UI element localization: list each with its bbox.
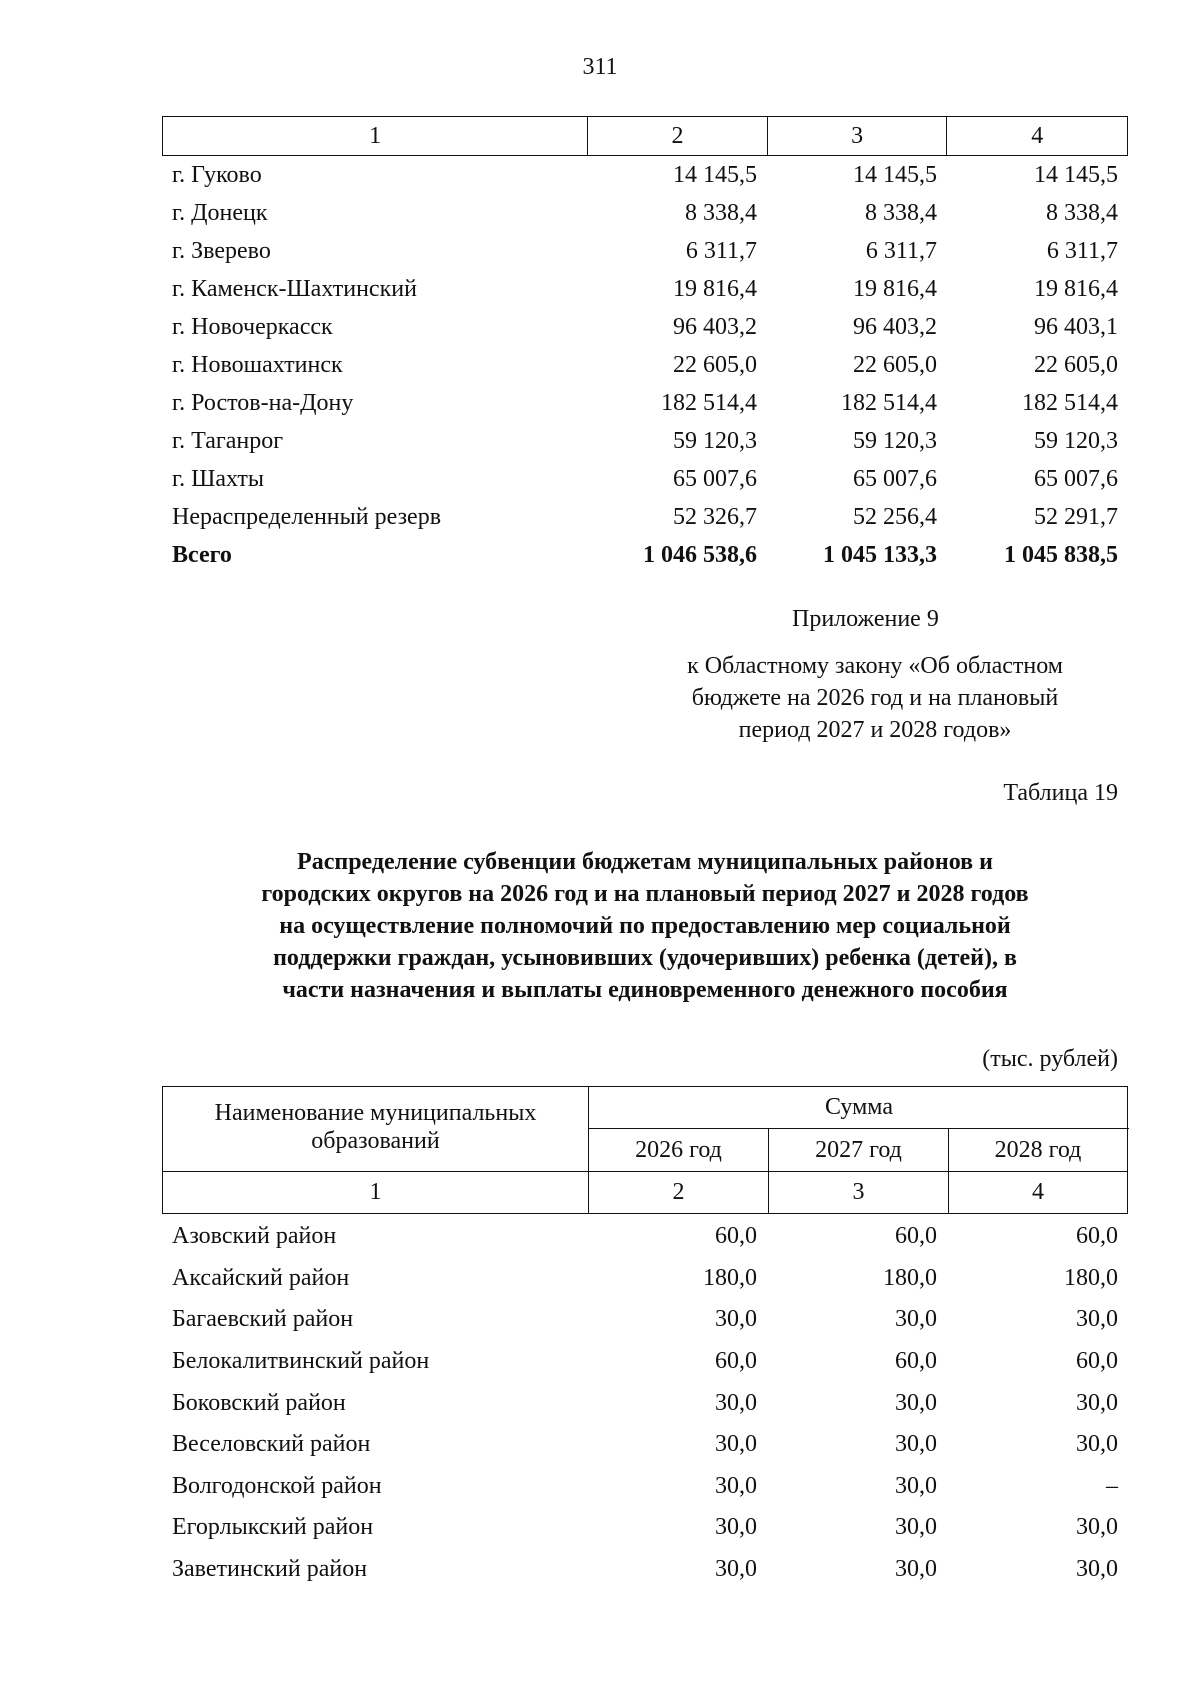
value-2028: 65 007,6: [1034, 465, 1118, 492]
header-municipality: [163, 1087, 588, 1171]
units-label: (тыс. рублей): [982, 1046, 1118, 1072]
appendix-title: Приложение 9: [792, 606, 939, 632]
value-2026: 19 816,4: [673, 275, 757, 302]
table-header: [162, 1086, 1128, 1214]
value-2027: 65 007,6: [853, 465, 937, 492]
value-2026: 30,0: [715, 1306, 757, 1333]
value-2028: 30,0: [1076, 1514, 1118, 1541]
municipality-name: г. Таганрог: [172, 427, 284, 454]
table-row: [162, 1382, 1128, 1424]
value-2028: 182 514,4: [1022, 389, 1118, 416]
table-continuation: [162, 116, 1128, 574]
value-2028: 8 338,4: [1046, 199, 1118, 226]
value-2028: 60,0: [1076, 1348, 1118, 1375]
municipality-name: г. Новочеркасск: [172, 313, 333, 340]
table-row: [162, 1216, 1128, 1258]
value-2027: 182 514,4: [841, 389, 937, 416]
value-2027: 30,0: [895, 1472, 937, 1499]
title-line: части назначения и выплаты единовременного денежного пособия: [282, 977, 1008, 1003]
title-line: поддержки граждан, усыновивших (удочеривших) ребенка (детей), в: [273, 945, 1017, 971]
table-row: [162, 1299, 1128, 1341]
value-2026: 8 338,4: [685, 199, 757, 226]
value-2027: 96 403,2: [853, 313, 937, 340]
value-2026: 30,0: [715, 1389, 757, 1416]
total-2026: 1 046 538,6: [643, 541, 757, 568]
law-line: период 2027 и 2028 годов»: [738, 717, 1012, 743]
col-number-1: 1: [369, 122, 382, 149]
value-2027: 60,0: [895, 1223, 937, 1250]
col-number-3: 3: [768, 1171, 948, 1213]
table-header-row: [162, 116, 1128, 156]
value-2027: 8 338,4: [865, 199, 937, 226]
value-2027: 30,0: [895, 1514, 937, 1541]
table-row: [162, 384, 1128, 422]
municipality-name: г. Каменск-Шахтинский: [172, 275, 417, 302]
municipality-name: Егорлыкский район: [172, 1514, 374, 1541]
header-year-2028: 2028 год: [948, 1129, 1127, 1171]
page-number: 311: [582, 54, 618, 80]
value-2027: 30,0: [895, 1556, 937, 1583]
value-2028: 52 291,7: [1034, 503, 1118, 530]
value-2027: 14 145,5: [853, 161, 937, 188]
col-number-2: 2: [588, 1171, 768, 1213]
total-2027: 1 045 133,3: [823, 541, 937, 568]
table-row: [162, 156, 1128, 194]
table-row: [162, 1424, 1128, 1466]
appendix-law-reference: [650, 650, 1100, 746]
value-2028: 19 816,4: [1034, 275, 1118, 302]
municipality-name: Багаевский район: [172, 1306, 354, 1333]
value-2028: 14 145,5: [1034, 161, 1118, 188]
municipality-name: г. Донецк: [172, 199, 268, 226]
value-2028: 96 403,1: [1034, 313, 1118, 340]
subvention-table: [162, 1086, 1128, 1590]
total-label: Всего: [172, 541, 232, 568]
col-number-4: 4: [948, 1171, 1127, 1213]
table-row: [162, 1549, 1128, 1591]
value-2027: 30,0: [895, 1431, 937, 1458]
value-2026: 60,0: [715, 1348, 757, 1375]
table-row: [162, 1341, 1128, 1383]
value-2027: 59 120,3: [853, 427, 937, 454]
value-2027: 30,0: [895, 1389, 937, 1416]
municipality-name: Белокалитвинский район: [172, 1348, 430, 1375]
value-2027: 60,0: [895, 1348, 937, 1375]
title-line: городских округов на 2026 год и на плановый период 2027 и 2028 годов: [261, 881, 1029, 907]
table-row: [162, 308, 1128, 346]
col-number-3: 3: [767, 117, 947, 155]
municipality-name: Волгодонской район: [172, 1472, 382, 1499]
col-number-1: 1: [163, 1171, 588, 1213]
table-row: [162, 232, 1128, 270]
header-sum: Сумма: [588, 1087, 1129, 1129]
value-2026: 65 007,6: [673, 465, 757, 492]
law-line: бюджете на 2026 год и на плановый: [691, 685, 1059, 711]
document-title: [162, 846, 1128, 1006]
header-year-2027: 2027 год: [768, 1129, 948, 1171]
value-2026: 30,0: [715, 1556, 757, 1583]
value-2027: 19 816,4: [853, 275, 937, 302]
municipality-name: Аксайский район: [172, 1264, 350, 1291]
col-number-4: 4: [946, 117, 1127, 155]
value-2027: 52 256,4: [853, 503, 937, 530]
municipality-name: Азовский район: [172, 1223, 337, 1250]
value-2026: 22 605,0: [673, 351, 757, 378]
value-2028: 180,0: [1064, 1264, 1118, 1291]
value-2026: 60,0: [715, 1223, 757, 1250]
header-municipality-line: образований: [311, 1128, 440, 1154]
table-row: [162, 346, 1128, 384]
header-year-2026: 2026 год: [588, 1129, 768, 1171]
table-row: [162, 498, 1128, 536]
municipality-name: г. Ростов-на-Дону: [172, 389, 354, 416]
municipality-name: Нераспределенный резерв: [172, 503, 442, 530]
value-2026: 96 403,2: [673, 313, 757, 340]
law-line: к Областному закону «Об областном: [687, 653, 1063, 679]
total-2028: 1 045 838,5: [1004, 541, 1118, 568]
municipality-name: г. Шахты: [172, 465, 265, 492]
value-2026: 14 145,5: [673, 161, 757, 188]
municipality-name: г. Новошахтинск: [172, 351, 343, 378]
municipality-name: Веселовский район: [172, 1431, 371, 1458]
municipality-name: Боковский район: [172, 1389, 346, 1416]
value-2028: 30,0: [1076, 1389, 1118, 1416]
municipality-name: г. Зверево: [172, 237, 271, 264]
table-row: [162, 422, 1128, 460]
title-line: Распределение субвенции бюджетам муниципальных районов и: [297, 849, 993, 875]
table-row: [162, 1258, 1128, 1300]
value-2027: 30,0: [895, 1306, 937, 1333]
value-2026: 52 326,7: [673, 503, 757, 530]
value-2028: 30,0: [1076, 1556, 1118, 1583]
value-2026: 30,0: [715, 1431, 757, 1458]
table-row: [162, 194, 1128, 232]
value-2028: 59 120,3: [1034, 427, 1118, 454]
value-2028: 22 605,0: [1034, 351, 1118, 378]
total-row: [162, 536, 1128, 574]
value-2026: 6 311,7: [685, 237, 757, 264]
value-2026: 59 120,3: [673, 427, 757, 454]
value-2026: 30,0: [715, 1514, 757, 1541]
value-2027: 22 605,0: [853, 351, 937, 378]
value-2026: 30,0: [715, 1472, 757, 1499]
municipality-name: Заветинский район: [172, 1556, 368, 1583]
col-number-2: 2: [587, 117, 767, 155]
table-body: [162, 1216, 1128, 1590]
table-row: [162, 460, 1128, 498]
table-row: [162, 1466, 1128, 1508]
municipality-name: г. Гуково: [172, 161, 262, 188]
table-body: [162, 156, 1128, 536]
value-2028: –: [1106, 1472, 1118, 1499]
header-municipality-line: Наименование муниципальных: [214, 1100, 537, 1126]
value-2028: 30,0: [1076, 1431, 1118, 1458]
value-2027: 180,0: [883, 1264, 937, 1291]
value-2026: 180,0: [703, 1264, 757, 1291]
value-2028: 30,0: [1076, 1306, 1118, 1333]
value-2028: 60,0: [1076, 1223, 1118, 1250]
value-2027: 6 311,7: [865, 237, 937, 264]
title-line: на осуществление полномочий по предоставлению мер социальной: [279, 913, 1011, 939]
table-row: [162, 270, 1128, 308]
table-row: [162, 1507, 1128, 1549]
value-2028: 6 311,7: [1046, 237, 1118, 264]
value-2026: 182 514,4: [661, 389, 757, 416]
table-number: Таблица 19: [1003, 780, 1118, 806]
